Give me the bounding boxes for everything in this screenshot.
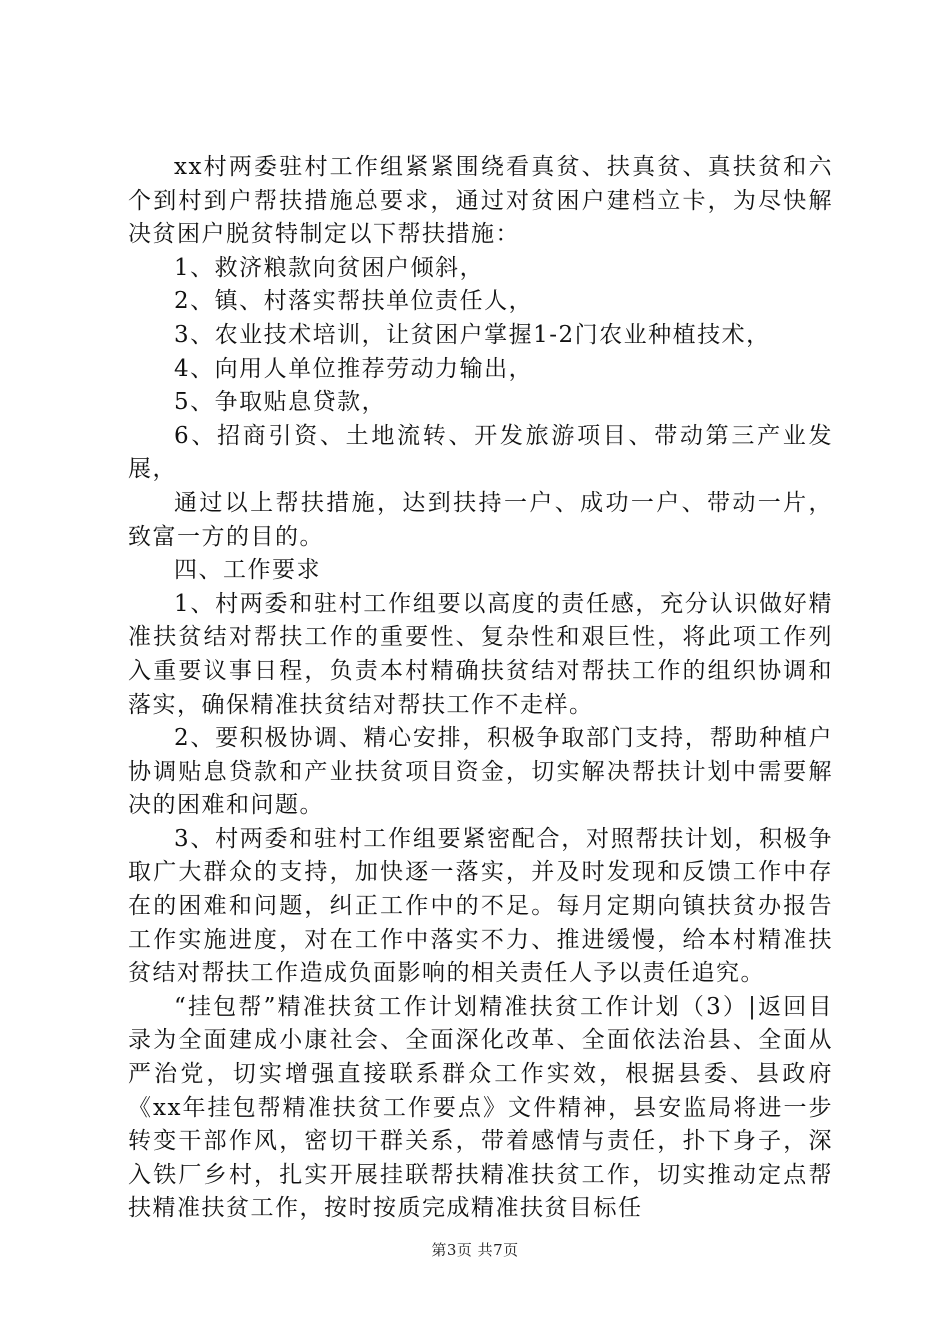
section-heading: 四、工作要求 <box>174 557 321 584</box>
list-item: 6、招商引资、土地流转、开发旅游项目、带动第三产业发展， <box>128 422 833 483</box>
paragraph: 通过以上帮扶措施，达到扶持一户、成功一户、带动一片，致富一方的目的。 <box>128 489 833 550</box>
list-item: 3、农业技术培训，让贫困户掌握1-2门农业种植技术， <box>174 321 771 348</box>
paragraph: 3、村两委和驻村工作组要紧密配合，对照帮扶计划，积极争取广大群众的支持，加快逐一落实，并及时发现和反馈工作中存在的困难和问题，纠正工作中的不足。每月定期向镇扶贫办报告工作实施进度，对在工作中落实不力、推进缓慢，给本村精准扶贫结对帮扶工作造成负面影响的相关责任人予以责任追究。 <box>128 825 833 987</box>
list-item: 5、争取贴息贷款， <box>174 389 387 416</box>
paragraph: “挂包帮”精准扶贫工作计划精准扶贫工作计划（3）|返回目录为全面建成小康社会、全面深化改革、全面依法治县、全面从严治党，切实增强直接联系群众工作实效，根据县委、县政府《xx年挂包帮精准扶贫工作要点》文件精神，县安监局将进一步转变干部作风，密切干群关系，带着感情与责任，扑下身子，深入铁厂乡村，扎实开展挂联帮扶精准扶贫工作，切实推动定点帮扶精准扶贫工作，按时按质完成精准扶贫目标任 <box>128 993 833 1222</box>
list-item: 4、向用人单位推荐劳动力输出， <box>174 355 534 382</box>
paragraph: xx村两委驻村工作组紧紧围绕看真贫、扶真贫、真扶贫和六个到村到户帮扶措施总要求，通过对贫困户建档立卡，为尽快解决贫困户脱贫特制定以下帮扶措施： <box>128 154 833 248</box>
page-number: 第3页 共7页 <box>431 1241 519 1259</box>
list-item: 2、镇、村落实帮扶单位责任人， <box>174 288 534 315</box>
paragraph: 1、村两委和驻村工作组要以高度的责任感，充分认识做好精准扶贫结对帮扶工作的重要性、复杂性和艰巨性，将此项工作列入重要议事日程，负责本村精确扶贫结对帮扶工作的组织协调和落实，确保精准扶贫结对帮扶工作不走样。 <box>128 590 833 718</box>
paragraph: 2、要积极协调、精心安排，积极争取部门支持，帮助种植户协调贴息贷款和产业扶贫项目资金，切实解决帮扶计划中需要解决的困难和问题。 <box>128 725 833 819</box>
list-item: 1、救济粮款向贫困户倾斜， <box>174 254 485 281</box>
document-body <box>128 151 833 1226</box>
